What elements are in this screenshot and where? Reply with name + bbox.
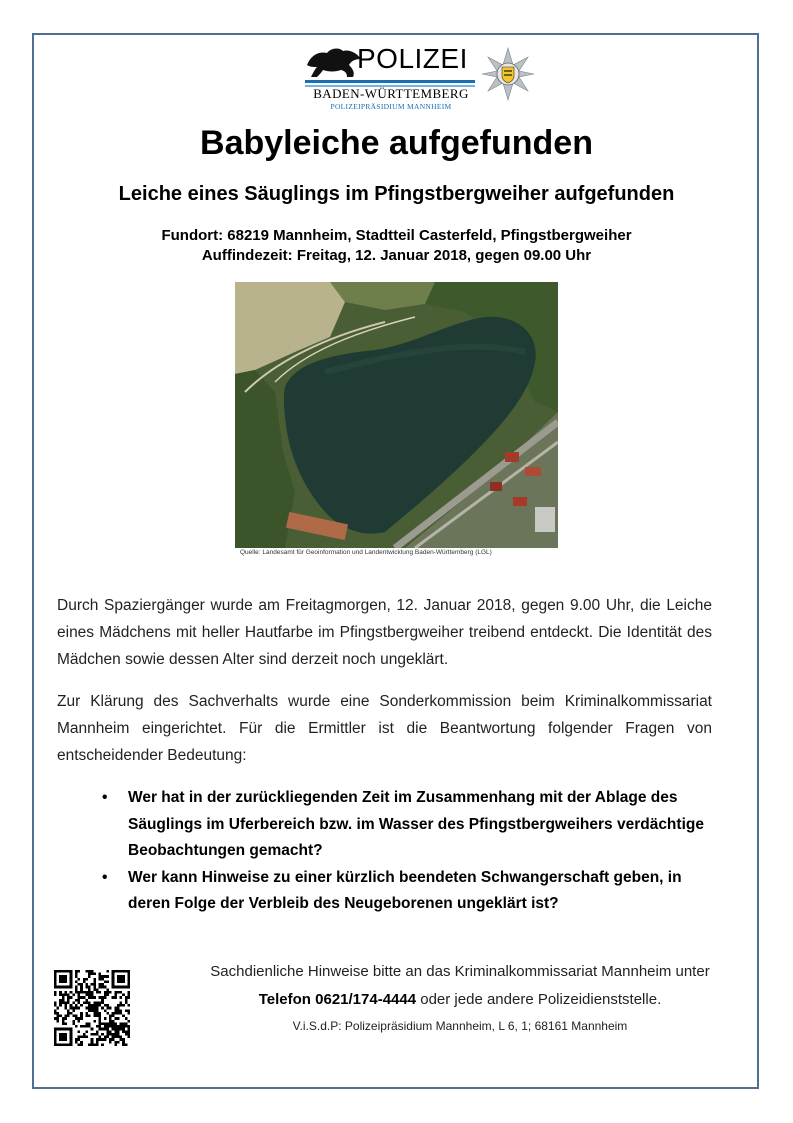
police-logo: [305, 45, 535, 109]
logo-bar-dark: [305, 80, 475, 83]
qr-code-icon[interactable]: [54, 970, 130, 1046]
footer-visdp: V.i.S.d.P: Polizeipräsidium Mannheim, L 6, 1; 68161 Mannheim: [292, 1019, 628, 1033]
photo-caption: Quelle: Landesamt für Geoinformation und Landentwicklung Baden-Württemberg (LGL): [240, 549, 492, 556]
question-text: Wer hat in der zurückliegenden Zeit im Zusammenhang mit der Ablage des Säuglings im Uferbereich bzw. im Wasser des Pfingstbergweihers verdächtige Beobachtungen gemacht?: [128, 789, 704, 859]
logo-state: BADEN-WÜRTTEMBERG: [313, 86, 469, 101]
headline: Babyleiche aufgefunden: [200, 124, 593, 162]
paragraph-2: Zur Klärung des Sachverhalts wurde eine Sonderkommission beim Kriminalkommissariat Mannheim eingerichtet. Für die Ermittler ist die Beantwortung folgender Fragen von entscheidender Bedeutung:: [57, 693, 712, 764]
lion-icon: [305, 45, 365, 79]
paragraph-1: Durch Spaziergänger wurde am Freitagmorgen, 12. Januar 2018, gegen 9.00 Uhr, die Leiche eines Mädchens mit heller Hautfarbe im Pfingstbergweiher treibend entdeckt. Die Identität des Mädchen sowie dessen Alter sind derzeit noch ungeklärt.: [57, 597, 712, 668]
footer-contact-line: Sachdienliche Hinweise bitte an das Kriminalkommissariat Mannheim unter: [210, 963, 710, 980]
bullet-icon: •: [102, 868, 108, 886]
phone-number[interactable]: Telefon 0621/174-4444: [258, 991, 417, 1008]
footer-phone-line: [160, 991, 760, 1008]
list-item: [102, 865, 722, 918]
location-info: [0, 226, 793, 266]
logo-presidium: POLIZEIPRÄSIDIUM MANNHEIM: [330, 102, 452, 111]
fundort-line: Fundort: 68219 Mannheim, Stadtteil Casterfeld, Pfingstbergweiher: [161, 227, 632, 244]
aerial-photo: [235, 282, 558, 548]
bullet-icon: •: [102, 789, 108, 806]
logo-wordmark: POLIZEI: [357, 43, 468, 74]
auffindezeit-line: Auffindezeit: Freitag, 12. Januar 2018, gegen 09.00 Uhr: [201, 247, 592, 264]
footer-phone-rest: oder jede andere Polizeidienststelle.: [416, 991, 662, 1008]
subheadline: Leiche eines Säuglings im Pfingstbergweiher aufgefunden: [118, 183, 675, 205]
question-list: [102, 785, 722, 918]
question-text: Wer kann Hinweise zu einer kürzlich beendeten Schwangerschaft geben, in deren Folge der Verbleib des Neugeborenen ungeklärt ist?: [128, 868, 682, 912]
police-star-icon: [481, 47, 535, 101]
list-item: [102, 785, 722, 865]
